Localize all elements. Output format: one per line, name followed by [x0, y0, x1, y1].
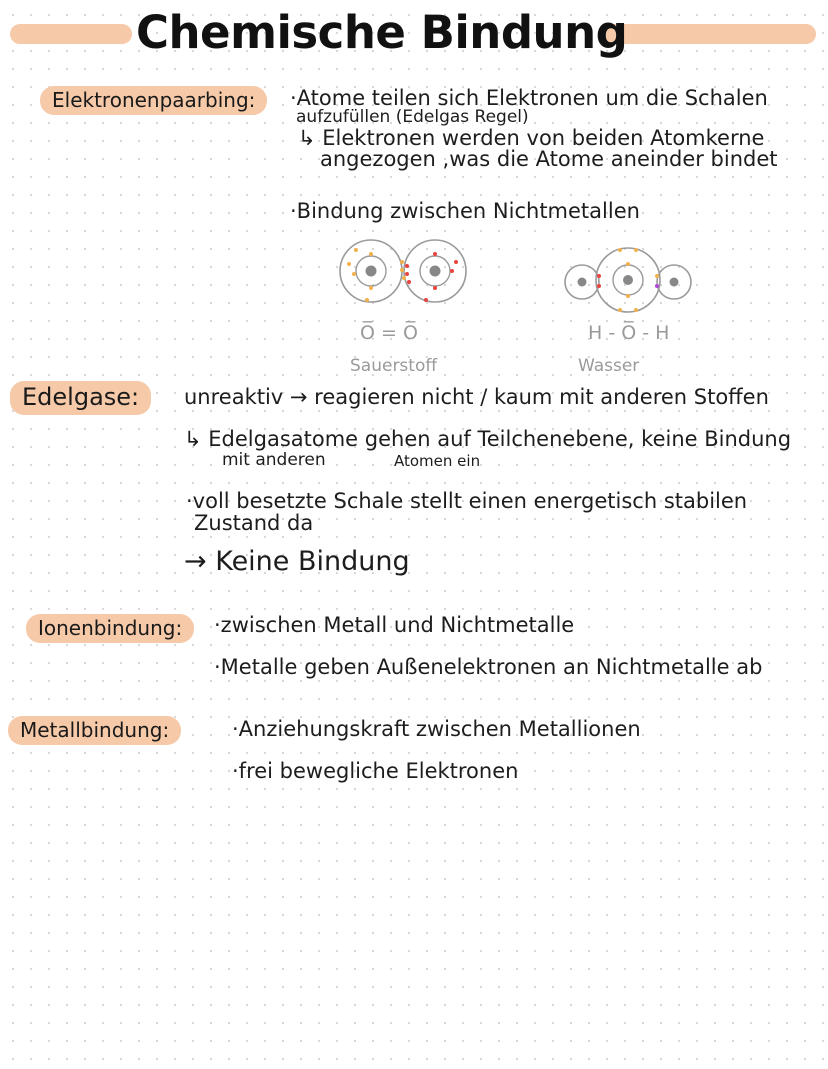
oxygen-caption: Sauerstoff [350, 356, 438, 376]
oxygen-molecule-diagram [334, 236, 474, 316]
edelgase-line-1: unreaktiv → reagieren nicht / kaum mit anderen Stoffen [184, 385, 769, 409]
elektronenpaar-line-3: ↳ Elektronen werden von beiden Atomkerne [298, 126, 765, 150]
edelgase-line-5: Zustand da [194, 511, 314, 535]
edelgase-line-3a: mit anderen [222, 450, 326, 470]
metall-line-2: ·frei bewegliche Elektronen [232, 759, 519, 783]
title-highlight-right [602, 24, 816, 44]
elektronenpaar-point-2: ·Bindung zwischen Nichtmetallen [290, 199, 640, 223]
edelgase-conclusion: → Keine Bindung [184, 546, 410, 577]
section-label-ionen: Ionenbindung: [26, 614, 194, 643]
metall-line-1: ·Anziehungskraft zwischen Metallionen [232, 717, 641, 741]
ionen-line-1: ·zwischen Metall und Nichtmetalle [214, 613, 575, 637]
section-label-elektronenpaar: Elektronenpaarbing: [40, 86, 267, 115]
section-label-metall: Metallbindung: [8, 716, 181, 745]
water-caption: Wasser [578, 356, 640, 376]
water-molecule-diagram [560, 240, 700, 320]
elektronenpaar-line-4: angezogen ,was die Atome aneinder bindet [320, 147, 778, 171]
oxygen-formula: O̅ = O̅ [360, 322, 418, 344]
edelgase-line-3b: Atomen ein [394, 452, 481, 470]
edelgase-line-4: ·voll besetzte Schale stellt einen energetisch stabilen [186, 489, 748, 513]
ionen-line-2: ·Metalle geben Außenelektronen an Nichtmetalle ab [214, 655, 763, 679]
water-formula: H - O̅ - H [588, 322, 670, 344]
edelgase-line-2: ↳ Edelgasatome gehen auf Teilchenebene, keine Bindung [184, 427, 792, 451]
elektronenpaar-line-1: ·Atome teilen sich Elektronen um die Schalen [290, 86, 768, 110]
elektronenpaar-line-2: aufzufüllen (Edelgas Regel) [296, 107, 529, 127]
section-label-edelgase: Edelgase: [10, 381, 151, 415]
title-highlight-left [10, 24, 132, 44]
page-title: Chemische Bindung [136, 6, 628, 59]
